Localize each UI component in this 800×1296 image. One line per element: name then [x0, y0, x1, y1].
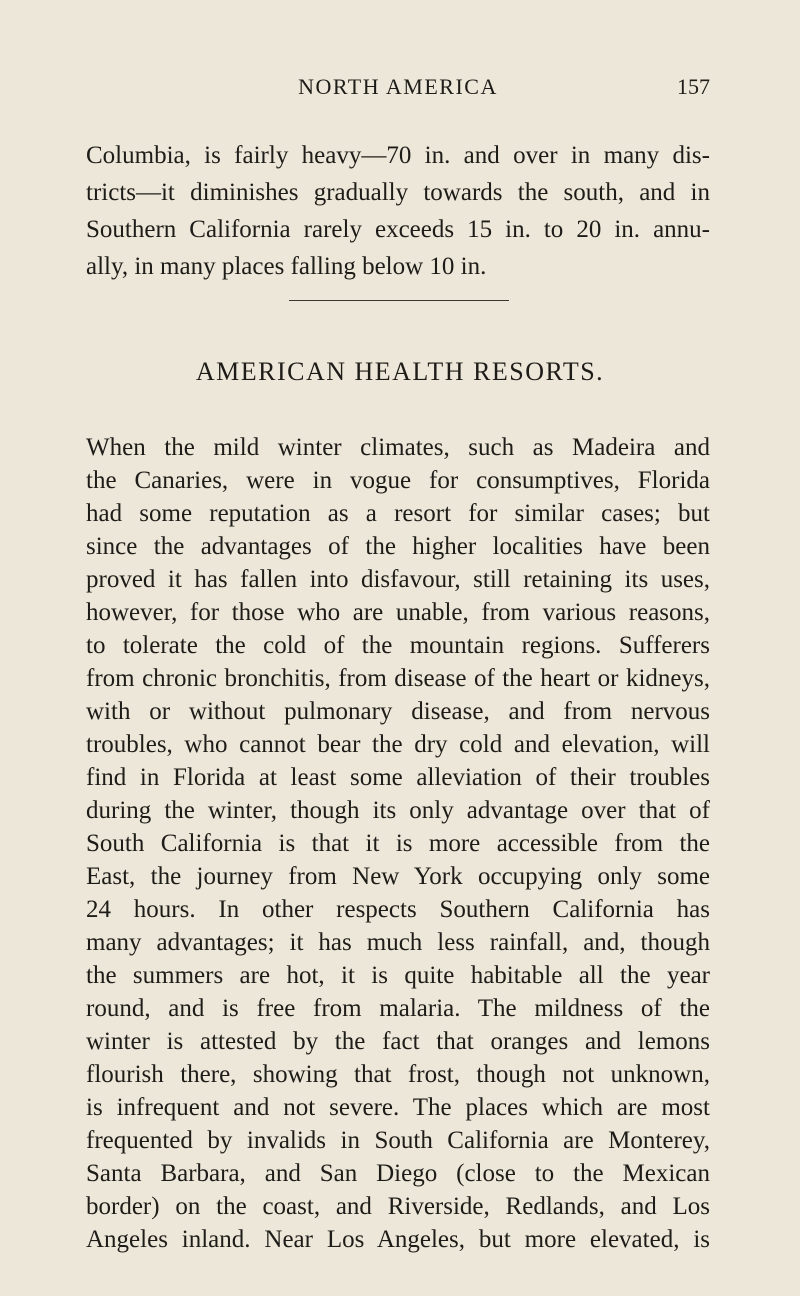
text-line: since the advantages of the higher localities have been [86, 533, 710, 560]
text-line: troubles, who cannot bear the dry cold and elevation, will [86, 731, 710, 758]
text-line: Angeles inland. Near Los Angeles, but more elevated, is [86, 1226, 710, 1253]
text-line: the Canaries, were in vogue for consumptives, Florida [86, 467, 710, 494]
text-line: with or without pulmonary disease, and from nervous [86, 698, 710, 725]
text-line: winter is attested by the fact that oranges and lemons [86, 1028, 710, 1055]
text-line: South California is that it is more accessible from the [86, 830, 710, 857]
text-line: proved it has fallen into disfavour, still retaining its uses, [86, 566, 710, 593]
text-line: is infrequent and not severe. The places which are most [86, 1094, 710, 1121]
text-line: Columbia, is fairly heavy—70 in. and over in many dis- [86, 142, 710, 169]
text-line: 24 hours. In other respects Southern California has [86, 896, 710, 923]
text-line: border) on the coast, and Riverside, Redlands, and Los [86, 1193, 710, 1220]
text-line: When the mild winter climates, such as Madeira and [86, 434, 710, 461]
text-line: ally, in many places falling below 10 in. [86, 253, 487, 280]
text-line: during the winter, though its only advantage over that of [86, 797, 710, 824]
running-head [86, 74, 710, 104]
running-title: NORTH AMERICA [298, 74, 498, 99]
text-line: had some reputation as a resort for similar cases; but [86, 500, 710, 527]
text-line: Southern California rarely exceeds 15 in. to 20 in. annu- [86, 216, 710, 243]
text-line: tricts—it diminishes gradually towards the south, and in [86, 179, 710, 206]
text-line: the summers are hot, it is quite habitable all the year [86, 962, 710, 989]
section-divider [289, 300, 509, 301]
text-line: frequented by invalids in South California are Monterey, [86, 1127, 710, 1154]
text-line: however, for those who are unable, from various reasons, [86, 599, 710, 626]
text-line: round, and is free from malaria. The mildness of the [86, 995, 710, 1022]
page-number: 157 [677, 74, 710, 99]
text-line: from chronic bronchitis, from disease of the heart or kidneys, [86, 665, 710, 692]
text-line: many advantages; it has much less rainfall, and, though [86, 929, 710, 956]
text-line: to tolerate the cold of the mountain regions. Sufferers [86, 632, 710, 659]
text-line: find in Florida at least some alleviation of their troubles [86, 764, 710, 791]
section-heading: AMERICAN HEALTH RESORTS. [195, 357, 605, 386]
text-line: flourish there, showing that frost, though not unknown, [86, 1061, 710, 1088]
text-line: East, the journey from New York occupying only some [86, 863, 710, 890]
text-line: Santa Barbara, and San Diego (close to the Mexican [86, 1160, 710, 1187]
